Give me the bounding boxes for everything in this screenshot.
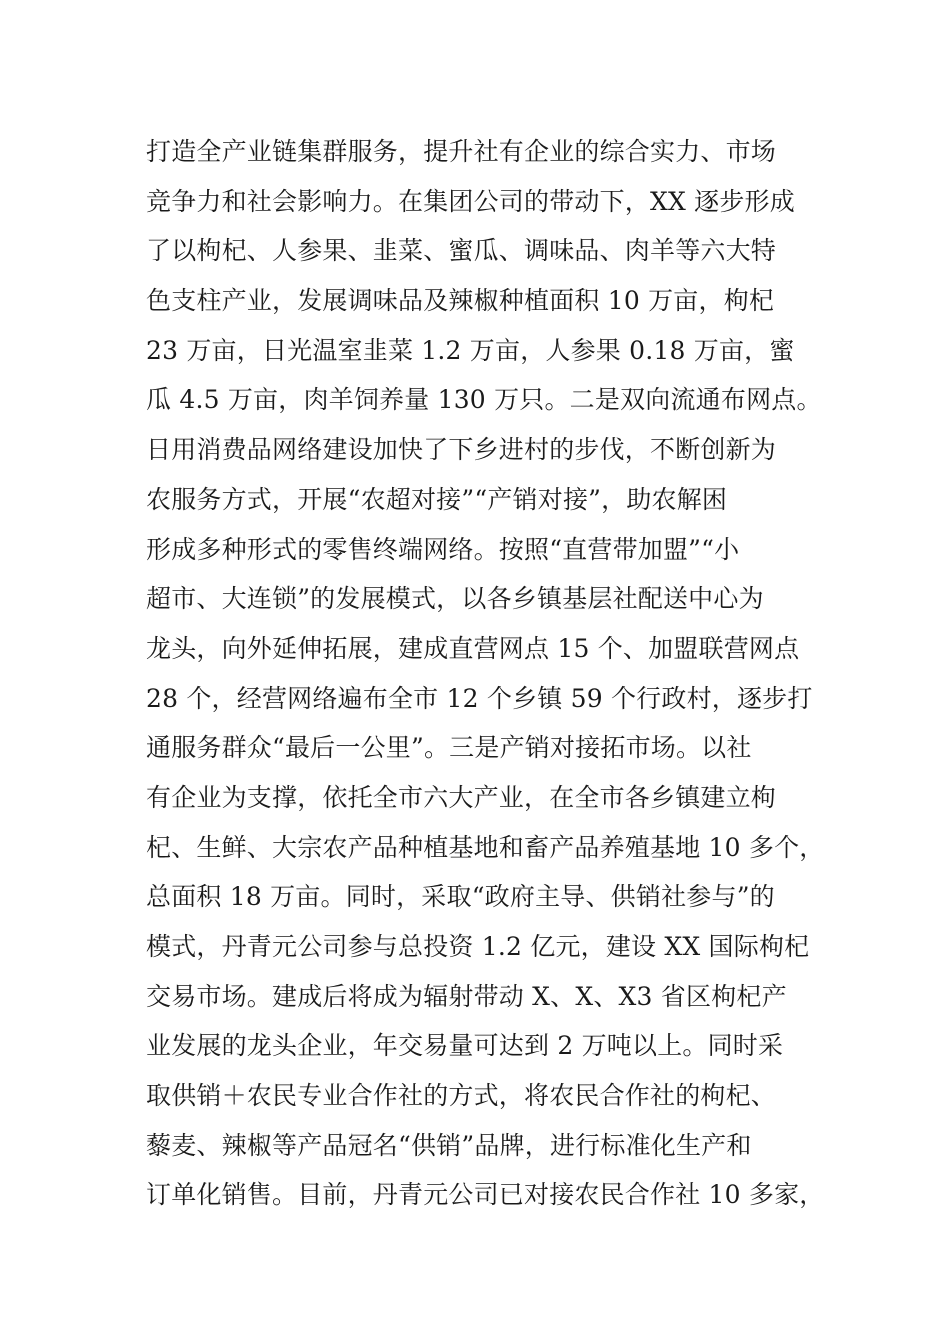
text-line-21: 藜麦、辣椒等产品冠名“供销”品牌，进行标准化生产和 bbox=[146, 1130, 752, 1160]
text-line-16: 总面积 18 万亩。同时，采取“政府主导、供销社参与”的 bbox=[146, 882, 775, 912]
text-line-14: 有企业为支撑，依托全市六大产业，在全市各乡镇建立枸 bbox=[146, 782, 777, 812]
text-line-13: 通服务群众“最后一公里”。三是产销对接拓市场。以社 bbox=[146, 733, 752, 763]
text-line-5: 23 万亩，日光温室韭菜 1.2 万亩，人参果 0.18 万亩，蜜 bbox=[146, 335, 795, 365]
text-line-22: 订单化销售。目前，丹青元公司已对接农民合作社 10 多家， bbox=[146, 1180, 825, 1210]
text-line-2: 竞争力和社会影响力。在集团公司的带动下，XX 逐步形成 bbox=[146, 186, 795, 216]
text-line-6: 瓜 4.5 万亩，肉羊饲养量 130 万只。二是双向流通布网点。 bbox=[146, 385, 822, 415]
text-line-1: 打造全产业链集群服务，提升社有企业的综合实力、市场 bbox=[146, 137, 777, 166]
text-line-19: 业发展的龙头企业，年交易量可达到 2 万吨以上。同时采 bbox=[146, 1031, 784, 1061]
body-paragraph bbox=[146, 127, 846, 1220]
text-line-18: 交易市场。建成后将成为辐射带动 X、X、X3 省区枸杞产 bbox=[146, 981, 787, 1011]
text-line-15: 杞、生鲜、大宗农产品种植基地和畜产品养殖基地 10 多个， bbox=[146, 832, 825, 862]
text-line-12: 28 个，经营网络遍布全市 12 个乡镇 59 个行政村，逐步打 bbox=[146, 683, 813, 713]
text-line-20: 取供销＋农民专业合作社的方式，将农民合作社的枸杞、 bbox=[146, 1081, 777, 1111]
text-line-7: 日用消费品网络建设加快了下乡进村的步伐，不断创新为 bbox=[146, 435, 777, 465]
text-line-11: 龙头，向外延伸拓展，建成直营网点 15 个、加盟联营网点 bbox=[146, 633, 800, 663]
text-line-8: 农服务方式，开展“农超对接”“产销对接”，助农解困 bbox=[146, 484, 728, 514]
text-line-17: 模式，丹青元公司参与总投资 1.2 亿元，建设 XX 国际枸杞 bbox=[146, 932, 810, 961]
text-line-4: 色支柱产业，发展调味品及辣椒种植面积 10 万亩，枸杞 bbox=[146, 286, 775, 316]
text-line-3: 了以枸杞、人参果、韭菜、蜜瓜、调味品、肉羊等六大特 bbox=[146, 236, 777, 266]
text-line-10: 超市、大连锁”的发展模式，以各乡镇基层社配送中心为 bbox=[146, 584, 764, 614]
text-line-9: 形成多种形式的零售终端网络。按照“直营带加盟”“小 bbox=[146, 534, 740, 564]
